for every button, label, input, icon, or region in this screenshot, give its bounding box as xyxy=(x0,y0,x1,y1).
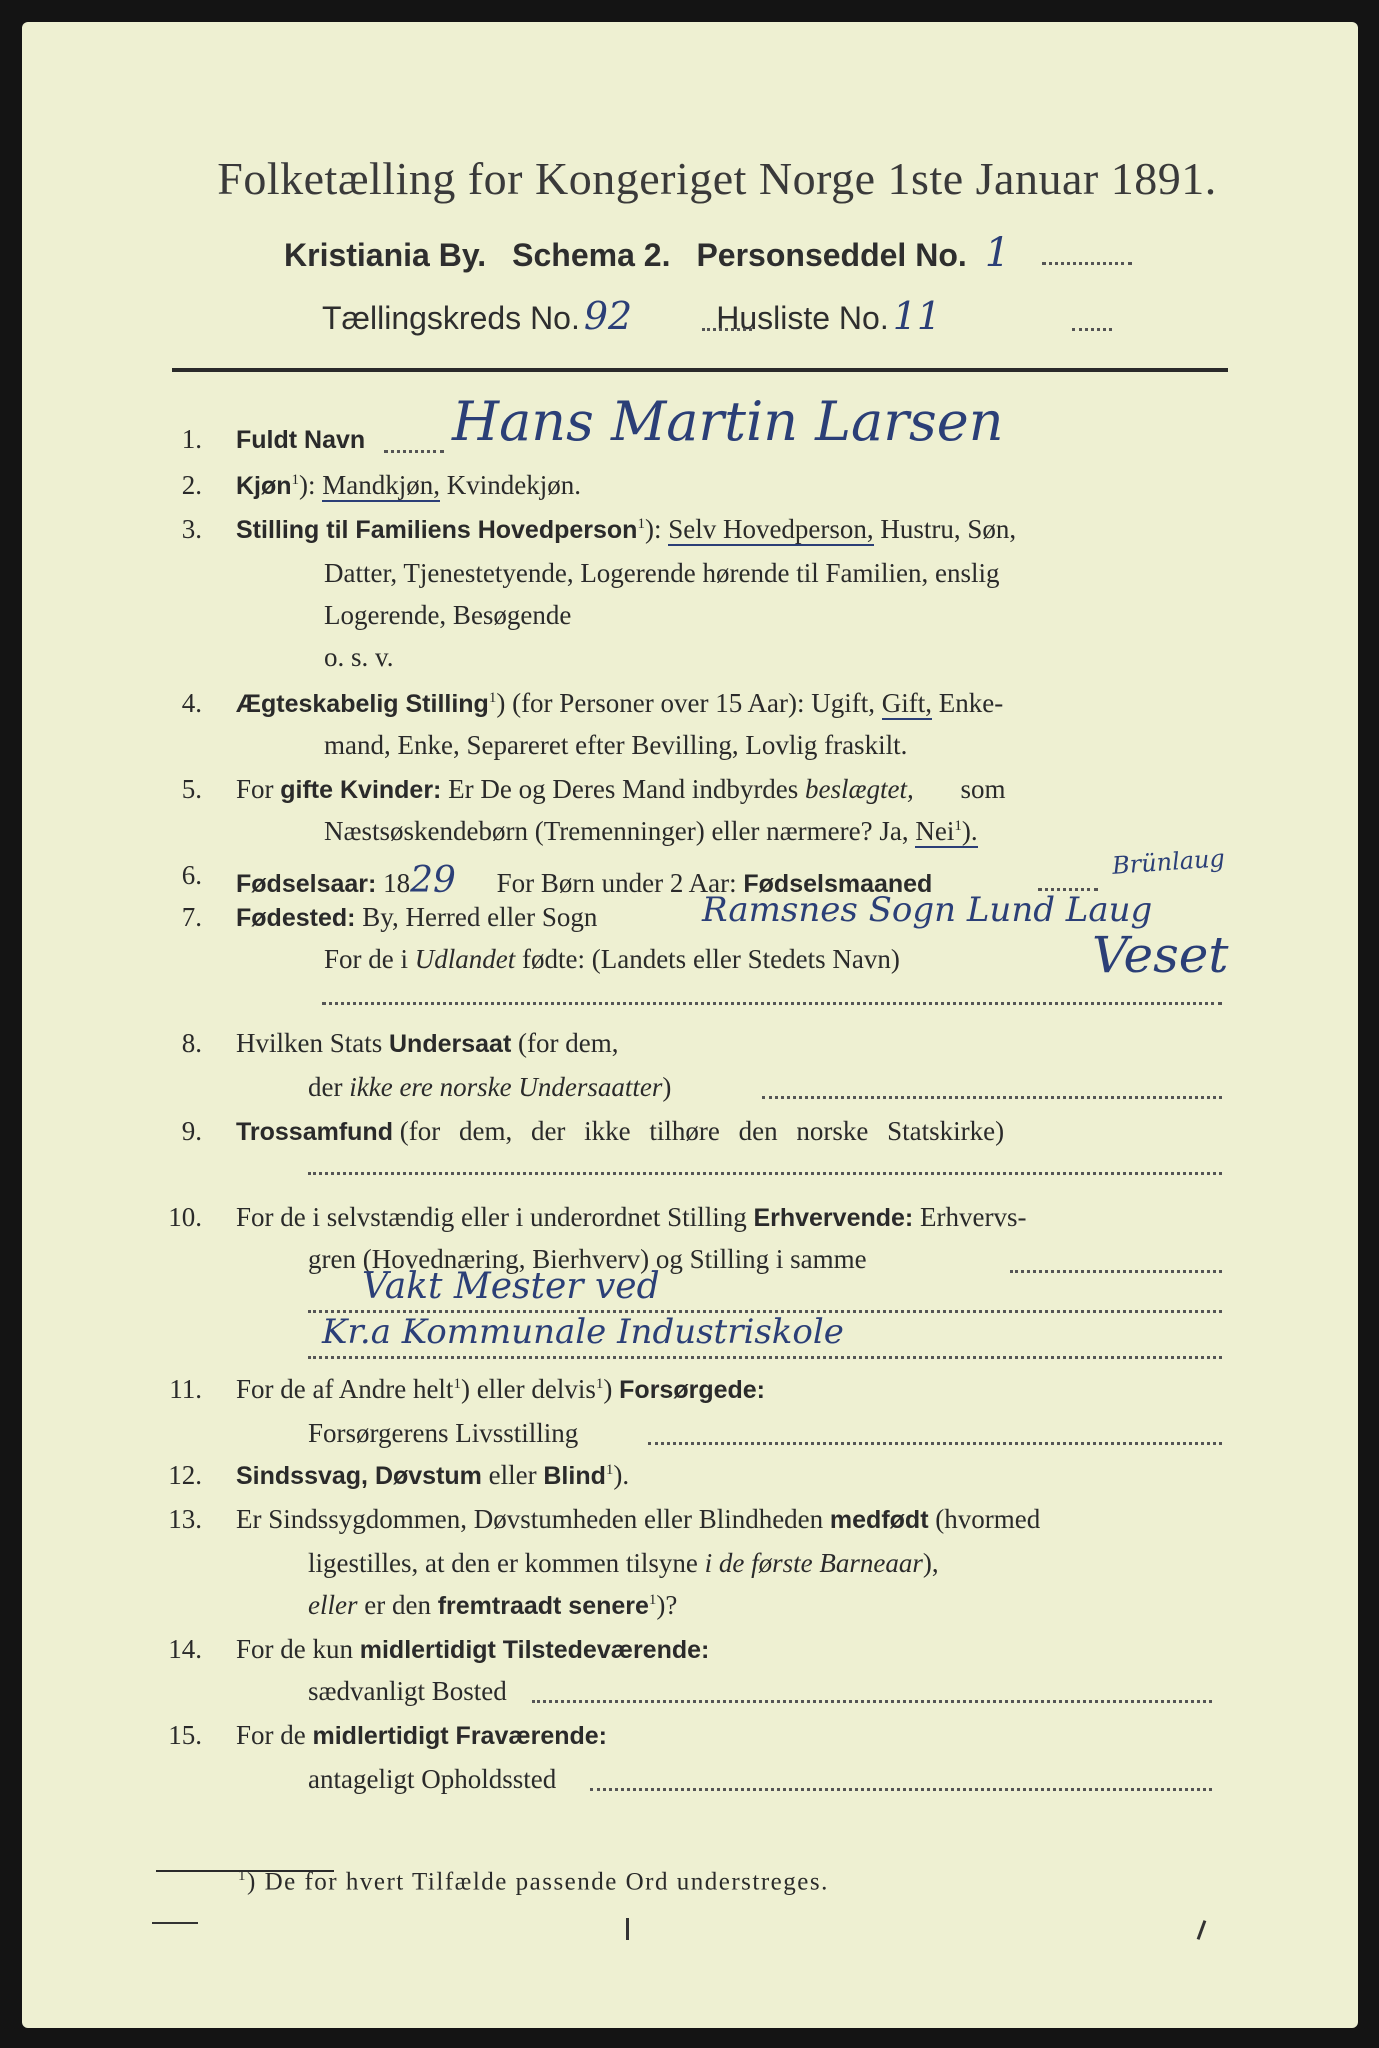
q15-number: 15. xyxy=(168,1720,202,1750)
q11-line-2: Forsørgerens Livsstilling xyxy=(308,1418,579,1448)
q14-label: midlertidigt Tilstedeværende: xyxy=(359,1636,710,1664)
q9-text: (for dem, der ikke tilhøre den norske Statskirke) xyxy=(399,1116,1005,1146)
birth-month-answer[interactable]: Brünlaug xyxy=(1111,844,1226,880)
q13-line3-italic: eller xyxy=(308,1590,358,1620)
q13-label: medfødt xyxy=(829,1506,929,1534)
q1-number: 1. xyxy=(181,424,202,454)
q13-line3-a: er den xyxy=(364,1590,431,1620)
q6-number: 6. xyxy=(181,860,202,890)
q2-label: Kjøn xyxy=(236,472,292,500)
q15-dots xyxy=(590,1788,1212,1791)
q8-number: 8. xyxy=(181,1028,202,1058)
q15-text: For de xyxy=(236,1720,306,1750)
q8-line-2 xyxy=(308,1072,671,1103)
q8-text: Hvilken Stats xyxy=(236,1028,383,1058)
q7-number: 7. xyxy=(181,902,202,932)
footnote-text: ) De for hvert Tilfælde passende Ord understreges. xyxy=(247,1868,829,1896)
q13-line-1 xyxy=(236,1504,1040,1535)
q3-line-1: Stilling til Familiens Hovedperson$^1$): Selv Hovedperson, Hustru, Søn, xyxy=(236,514,1017,544)
q6-label: Fødselsaar: xyxy=(236,870,377,898)
q4-line-2: mand, Enke, Separeret efter Bevilling, Lovlig fraskilt. xyxy=(324,730,908,760)
birth-year-prefix: 18 xyxy=(383,868,411,898)
q7-dots xyxy=(322,1002,1222,1005)
krets-dots xyxy=(702,328,752,331)
q12-label: Sindssvag, Døvstum xyxy=(236,1462,482,1490)
header-line-3 xyxy=(322,294,941,338)
stray-mark-center xyxy=(626,1918,629,1940)
q10-rest: Erhvervs- xyxy=(920,1202,1027,1232)
census-form-page xyxy=(22,22,1358,2028)
q5-rest: som xyxy=(960,774,1006,804)
q13-line-3 xyxy=(308,1590,677,1621)
foreign-birthplace-answer[interactable]: Veset xyxy=(1092,926,1229,984)
form-title: Folketælling for Kongeriget Norge 1ste Januar 1891. xyxy=(217,153,1217,204)
q15-label: midlertidigt Fraværende: xyxy=(312,1722,607,1750)
q4-rest: Enke- xyxy=(938,688,1004,718)
q5-number: 5. xyxy=(181,774,202,804)
q9-line xyxy=(236,1116,1004,1147)
q8-line-1 xyxy=(236,1028,618,1059)
q8-rest: (for dem, xyxy=(518,1028,619,1058)
q15-line-2: antageligt Opholdssted xyxy=(308,1764,557,1794)
q4-line-1: Ægteskabelig Stilling$^1$) (for Personer over 15 Aar): Ugift, Gift, Enke- xyxy=(236,688,1004,718)
footnote-ref: 1 xyxy=(238,1868,247,1884)
q12-label2: Blind xyxy=(543,1462,606,1490)
q13-label2: fremtraadt senere xyxy=(437,1592,649,1620)
husliste-dots xyxy=(1072,328,1112,331)
q11-text: For de af Andre helt xyxy=(236,1374,454,1404)
q7-label: Fødested: xyxy=(236,904,356,932)
q10-number: 10. xyxy=(168,1202,202,1232)
person-number-value[interactable]: 1 xyxy=(984,230,1011,276)
q13-number: 13. xyxy=(168,1504,202,1534)
q1-dots xyxy=(384,450,444,453)
q3-line-3: Logerende, Besøgende xyxy=(324,600,572,630)
city-label: Kristiania By. xyxy=(284,237,487,273)
q5-line2-text: Næstsøskendebørn (Tremenninger) eller nærmere? Ja, xyxy=(324,816,909,846)
krets-label: Tællingskreds No. xyxy=(322,300,580,336)
q6-text: For Børn under 2 Aar: xyxy=(496,868,737,898)
q5-label: gifte Kvinder: xyxy=(280,776,442,804)
q13-line3-b: )? xyxy=(656,1590,678,1620)
person-number-dots xyxy=(1042,262,1132,265)
q4-footnote-ref: 1 xyxy=(488,690,497,706)
q12-footnote-ref: 1 xyxy=(605,1462,614,1478)
occupation-answer-1[interactable]: Vakt Mester ved xyxy=(362,1266,660,1307)
q13-line2-b: ), xyxy=(922,1548,939,1578)
q5-footnote-ref: 1 xyxy=(954,818,962,834)
q2-footnote-ref: 1 xyxy=(291,472,300,488)
q7-text: By, Herred eller Sogn xyxy=(362,902,598,932)
q8-label: Undersaat xyxy=(389,1030,512,1058)
krets-number-value[interactable]: 92 xyxy=(583,294,633,338)
q10-line-1 xyxy=(236,1202,1026,1233)
stray-mark-right xyxy=(1197,1920,1207,1940)
q11-footnote-ref-1: 1 xyxy=(453,1376,461,1392)
q13-line-2 xyxy=(308,1548,939,1579)
q3-line-4: o. s. v. xyxy=(324,642,394,672)
q14-line-1 xyxy=(236,1634,709,1665)
q8-line2-b: ) xyxy=(662,1072,672,1102)
q13-footnote-ref: 1 xyxy=(648,1592,657,1608)
q11-label: Forsørgede: xyxy=(619,1376,766,1404)
header-divider xyxy=(172,368,1228,372)
q13-line2-italic: i de første Barneaar xyxy=(704,1548,923,1578)
q12-number: 12. xyxy=(168,1460,202,1490)
q3-label: Stilling til Familiens Hovedperson xyxy=(236,516,638,544)
birth-year-answer[interactable]: 29 xyxy=(410,860,456,901)
birthplace-answer[interactable]: Ramsnes Sogn Lund Laug xyxy=(702,890,1153,930)
q14-line-2: sædvanligt Bosted xyxy=(308,1676,507,1706)
q10-label: Erhvervende: xyxy=(753,1204,914,1232)
option-gift[interactable]: Gift, xyxy=(881,688,932,718)
q10-line-2: gren (Hovednæring, Bierhverv) og Stilling i samme xyxy=(308,1244,867,1274)
q7-line2-a: For de i xyxy=(324,944,408,974)
q7-line-2 xyxy=(324,944,900,975)
q4-text: (for Personer over 15 Aar): Ugift, xyxy=(512,688,875,718)
q13-text: Er Sindssygdommen, Døvstumheden eller Blindheden xyxy=(236,1504,824,1534)
occupation-answer-2[interactable]: Kr.a Kommunale Industriskole xyxy=(322,1312,844,1352)
q3-number: 3. xyxy=(181,514,202,544)
q6-label2: Fødselsmaaned xyxy=(743,870,933,898)
q10-text: For de i selvstændig eller i underordnet Stilling xyxy=(236,1202,747,1232)
option-nei-text: Nei xyxy=(915,816,955,846)
q10-dots-3 xyxy=(308,1356,1222,1359)
q2-number: 2. xyxy=(181,470,202,500)
q5-line-1 xyxy=(236,774,1006,805)
stray-mark-left xyxy=(152,1922,198,1924)
q14-number: 14. xyxy=(168,1634,202,1664)
q7-line2-b: fødte: (Landets eller Stedets Navn) xyxy=(522,944,900,974)
q13-rest: (hvormed xyxy=(935,1504,1041,1534)
q12-mid: eller xyxy=(488,1460,537,1490)
option-mandkjon[interactable]: Mandkjøn, xyxy=(322,470,441,500)
q1-label: Fuldt Navn xyxy=(236,426,366,454)
q9-number: 9. xyxy=(181,1116,202,1146)
q11-number: 11. xyxy=(169,1374,202,1404)
q8-line2-a: der xyxy=(308,1072,343,1102)
option-selv-hovedperson[interactable]: Selv Hovedperson, xyxy=(668,514,874,544)
q9-dots xyxy=(308,1172,1222,1175)
option-nei[interactable]: Nei$^1$). xyxy=(915,816,978,846)
q7-line-1 xyxy=(236,902,597,933)
q3-line-2: Datter, Tjenestetyende, Logerende hørende til Familien, enslig xyxy=(324,558,1000,588)
q9-label: Trossamfund xyxy=(236,1118,393,1146)
schema-label: Schema 2. xyxy=(512,237,671,273)
footnote xyxy=(238,1868,829,1896)
husliste-number-value[interactable]: 11 xyxy=(892,294,942,338)
q10-dots-1 xyxy=(1010,1270,1222,1273)
q2-line: Kjøn$^1$): Mandkjøn, Kvindekjøn. xyxy=(236,470,582,500)
q11-mid: eller delvis xyxy=(476,1374,596,1404)
q5-line-2 xyxy=(324,816,978,847)
q5-prefix: For xyxy=(236,774,274,804)
q12-end: . xyxy=(622,1460,630,1490)
q13-line2-a: ligestilles, at den er kommen tilsyne xyxy=(308,1548,698,1578)
q5-italic: beslægtet, xyxy=(805,774,914,804)
q11-dots xyxy=(648,1442,1222,1445)
q11-line-1: For de af Andre helt$^1$) eller delvis$^1$) Forsørgede: xyxy=(236,1374,766,1404)
q8-dots xyxy=(762,1096,1222,1099)
q4-label: Ægteskabelig Stilling xyxy=(236,690,489,718)
q5-text: Er De og Deres Mand indbyrdes xyxy=(448,774,799,804)
q3-rest: Hustru, Søn, xyxy=(880,514,1017,544)
husliste-label: Husliste No. xyxy=(716,300,889,336)
full-name-answer[interactable]: Hans Martin Larsen xyxy=(452,390,1004,453)
header-line-2 xyxy=(284,230,1010,276)
q1-label-line xyxy=(236,424,365,455)
q4-number: 4. xyxy=(181,688,202,718)
q12-line: Sindssvag, Døvstum eller Blind$^1$). xyxy=(236,1460,630,1490)
q11-footnote-ref-2: 1 xyxy=(595,1376,604,1392)
q8-line2-italic: ikke ere norske Undersaatter xyxy=(349,1072,663,1102)
q15-line-1 xyxy=(236,1720,607,1751)
option-kvindekjon[interactable]: Kvindekjøn. xyxy=(446,470,582,500)
person-number-label: Personseddel No. xyxy=(696,237,967,273)
q7-line2-italic: Udlandet xyxy=(414,944,516,974)
q14-dots xyxy=(532,1700,1212,1703)
q14-text: For de kun xyxy=(236,1634,353,1664)
q3-footnote-ref: 1 xyxy=(637,516,645,532)
